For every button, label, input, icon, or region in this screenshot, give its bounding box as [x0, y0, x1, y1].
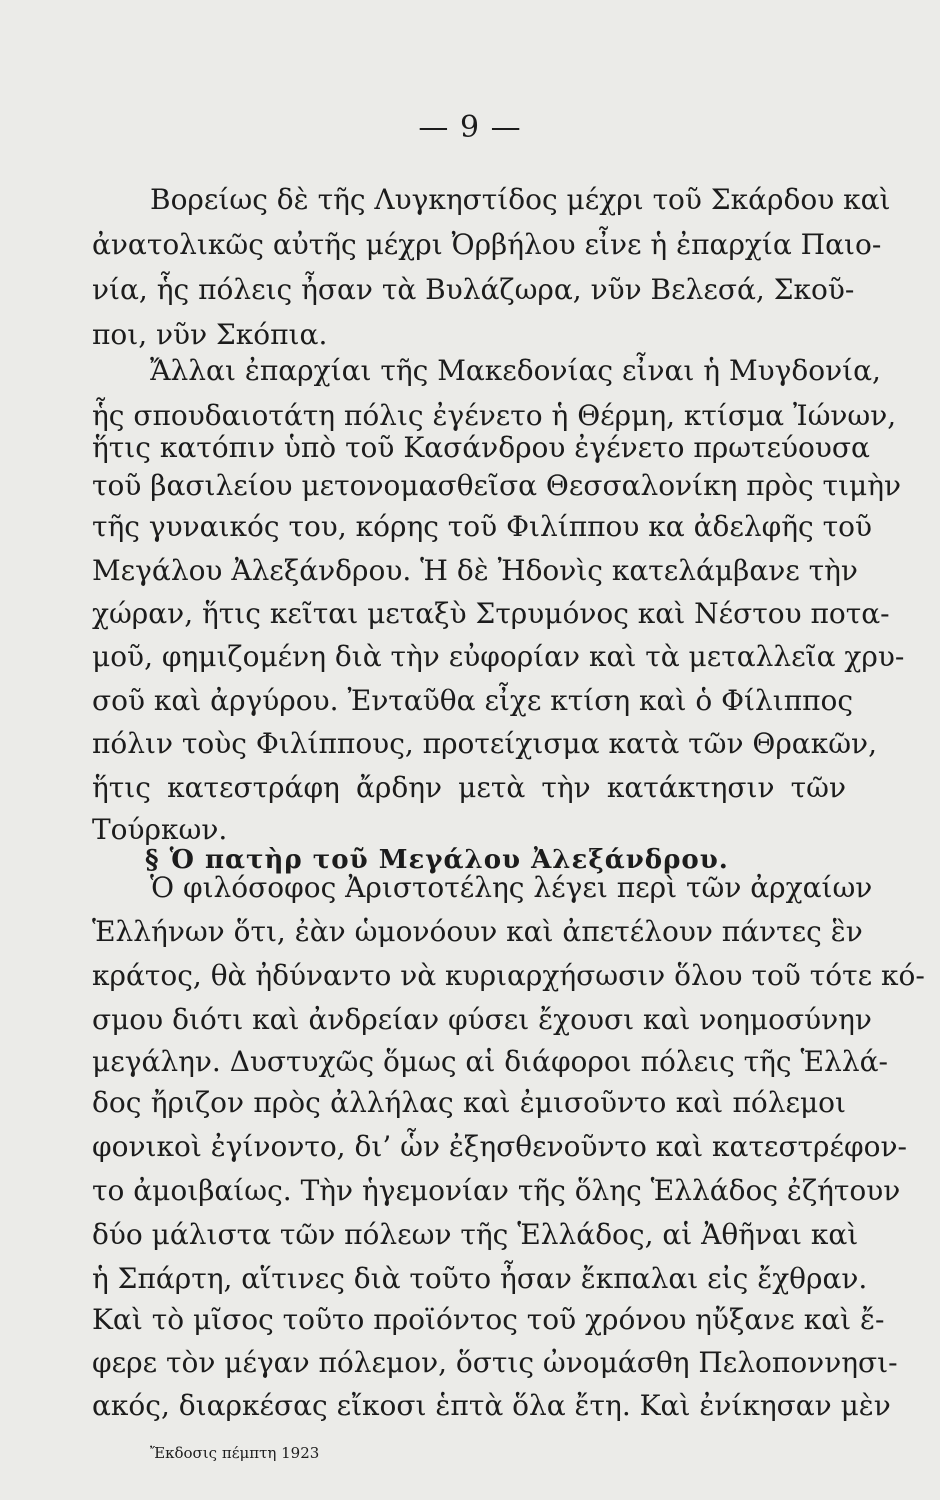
text-line: το ἀμοιβαίως. Τὴν ἡγεμονίαν τῆς ὅλης Ἑλλάδος ἐζήτουν: [92, 1174, 901, 1207]
text-line: δύο μάλιστα τῶν πόλεων τῆς Ἑλλάδος, αἱ Ἀθῆναι καὶ: [92, 1218, 859, 1251]
text-line: τῆς γυναικός του, κόρης τοῦ Φιλίππου κα ἀδελφῆς τοῦ: [92, 510, 872, 543]
text-line: σοῦ καὶ ἀργύρου. Ἐνταῦθα εἶχε κτίση καὶ ὁ Φίλιππος: [92, 684, 854, 717]
text-line: Βορείως δὲ τῆς Λυγκηστίδος μέχρι τοῦ Σκάρδου καὶ: [150, 183, 891, 216]
text-line: Ἑλλήνων ὅτι, ἐὰν ὡμονόουν καὶ ἀπετέλουν πάντες ἓν: [92, 915, 863, 948]
text-line: ἥτις κατεστράφη ἄρδην μετὰ τὴν κατάκτησιν τῶν: [92, 771, 846, 804]
text-line: φερε τὸν μέγαν πόλεμον, ὅστις ὠνομάσθη Πελοποννησι-: [92, 1346, 898, 1379]
text-line: ακός, διαρκέσας εἴκοσι ἑπτὰ ὅλα ἔτη. Καὶ ἐνίκησαν μὲν: [92, 1389, 891, 1422]
text-line: τοῦ βασιλείου μετονομασθεῖσα Θεσσαλονίκη πρὸς τιμὴν: [92, 469, 902, 502]
text-line: ἧς σπουδαιοτάτη πόλις ἐγένετο ἡ Θέρμη, κτίσμα Ἰώνων,: [92, 399, 897, 432]
text-line: μοῦ, φημιζομένη διὰ τὴν εὐφορίαν καὶ τὰ μεταλλεῖα χρυ-: [92, 640, 905, 673]
text-line: δος ἤριζον πρὸς ἀλλήλας καὶ ἐμισοῦντο καὶ πόλεμοι: [92, 1086, 846, 1119]
text-line: σμου διότι καὶ ἀνδρείαν φύσει ἔχουσι καὶ νοημοσύνην: [92, 1003, 872, 1036]
text-line: κράτος, θὰ ἠδύναντο νὰ κυριαρχήσωσιν ὅλου τοῦ τότε κό-: [92, 959, 925, 992]
text-line: Μεγάλου Ἀλεξάνδρου. Ἡ δὲ Ἠδονὶς κατελάμβανε τὴν: [92, 554, 858, 587]
text-line: ποι, νῦν Σκόπια.: [92, 318, 328, 351]
footer-note: Ἔκδοσις πέμπτη 1923: [150, 1444, 320, 1462]
page-number: — 9 —: [418, 110, 522, 145]
text-line: ἥτις κατόπιν ὑπὸ τοῦ Κασάνδρου ἐγένετο πρωτεύουσα: [92, 431, 870, 464]
text-line: ἡ Σπάρτη, αἵτινες διὰ τοῦτο ἦσαν ἔκπαλαι εἰς ἔχθραν.: [92, 1262, 868, 1295]
text-line: πόλιν τοὺς Φιλίππους, προτείχισμα κατὰ τῶν Θρακῶν,: [92, 727, 877, 760]
text-line: Τούρκων.: [92, 813, 228, 846]
text-line: μεγάλην. Δυστυχῶς ὅμως αἱ διάφοροι πόλεις τῆς Ἑλλά-: [92, 1045, 888, 1078]
section-heading: § Ὁ πατὴρ τοῦ Μεγάλου Ἀλεξάνδρου.: [145, 845, 729, 875]
text-line: Ὁ φιλόσοφος Ἀριστοτέλης λέγει περὶ τῶν ἀρχαίων: [150, 871, 873, 904]
text-line: Ἄλλαι ἐπαρχίαι τῆς Μακεδονίας εἶναι ἡ Μυγδονία,: [150, 354, 881, 387]
text-line: χώραν, ἥτις κεῖται μεταξὺ Στρυμόνος καὶ Νέστου ποτα-: [92, 597, 890, 630]
text-line: Καὶ τὸ μῖσος τοῦτο προϊόντος τοῦ χρόνου ηὔξανε καὶ ἔ-: [92, 1303, 885, 1336]
text-line: ἀνατολικῶς αὐτῆς μέχρι Ὀρβήλου εἶνε ἡ ἐπαρχία Παιο-: [92, 228, 882, 261]
text-line: φονικοὶ ἐγίνοντο, δι’ ὧν ἐξησθενοῦντο καὶ κατεστρέφον-: [92, 1130, 907, 1163]
text-line: νία, ἧς πόλεις ἦσαν τὰ Βυλάζωρα, νῦν Βελεσά, Σκοῦ-: [92, 273, 855, 306]
